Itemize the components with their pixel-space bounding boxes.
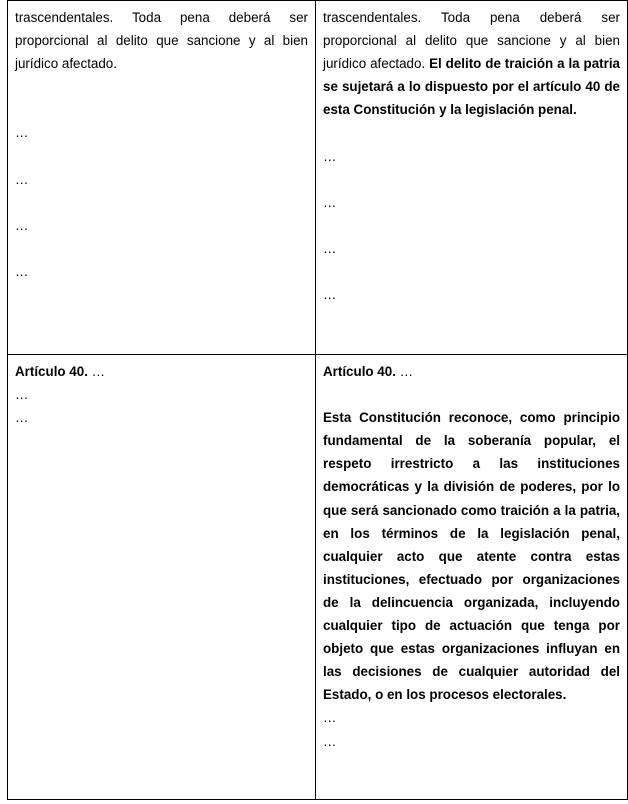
proposed-text-cell: [316, 355, 628, 800]
ellipsis: …: [323, 194, 337, 210]
comparison-table: [7, 0, 628, 800]
ellipsis: …: [15, 264, 29, 280]
plain-text: trascendentales. Toda pena deberá ser proporcional al delito que sancione y al bien jurídico afectado.: [323, 10, 620, 72]
ellipsis: …: [15, 387, 29, 403]
ellipsis: …: [323, 710, 337, 726]
bold-paragraph: Esta Constitución reconoce, como principio fundamental de la soberanía popular, el respeto irrestricto a las instituciones democráticas y la división de poderes, por lo que será sancionado como traición a la patria, en los términos de la legislación penal, cualquier acto que atente contra estas instituciones, efectuado por organizaciones de la delincuencia organizada, incluyendo cualquier tipo de actuación que tenga por objeto que estas organizaciones influyan en las decisiones de cualquier autoridad del Estado, o en los procesos electorales.: [323, 410, 620, 703]
cell-text: trascendentales. Toda pena deberá ser proporcional al delito que sancione y al bien jurídico afectado.: [15, 10, 308, 72]
table-row: [8, 1, 628, 355]
ellipsis: …: [15, 410, 29, 426]
ellipsis: …: [15, 125, 29, 141]
ellipsis: …: [323, 240, 337, 256]
proposed-text-cell: [316, 1, 628, 355]
cell-text: [323, 6, 620, 121]
ellipsis: …: [323, 733, 337, 749]
bold-addition: El delito de traición a la patria se sujetará a lo dispuesto por el artículo 40 de esta Constitución y la legislación penal.: [323, 56, 620, 118]
article-heading: [323, 360, 620, 383]
current-text-cell: [8, 355, 316, 800]
current-text-cell: [8, 1, 316, 355]
ellipsis: …: [15, 171, 29, 187]
ellipsis: …: [15, 217, 29, 233]
heading-ellipsis: …: [91, 364, 106, 379]
heading-bold: Artículo 40.: [15, 364, 88, 379]
article-heading: [15, 360, 308, 383]
heading-bold: Artículo 40.: [323, 364, 396, 379]
ellipsis: …: [323, 287, 337, 303]
ellipsis: …: [323, 148, 337, 164]
heading-ellipsis: …: [399, 364, 414, 379]
table-row: [8, 355, 628, 800]
